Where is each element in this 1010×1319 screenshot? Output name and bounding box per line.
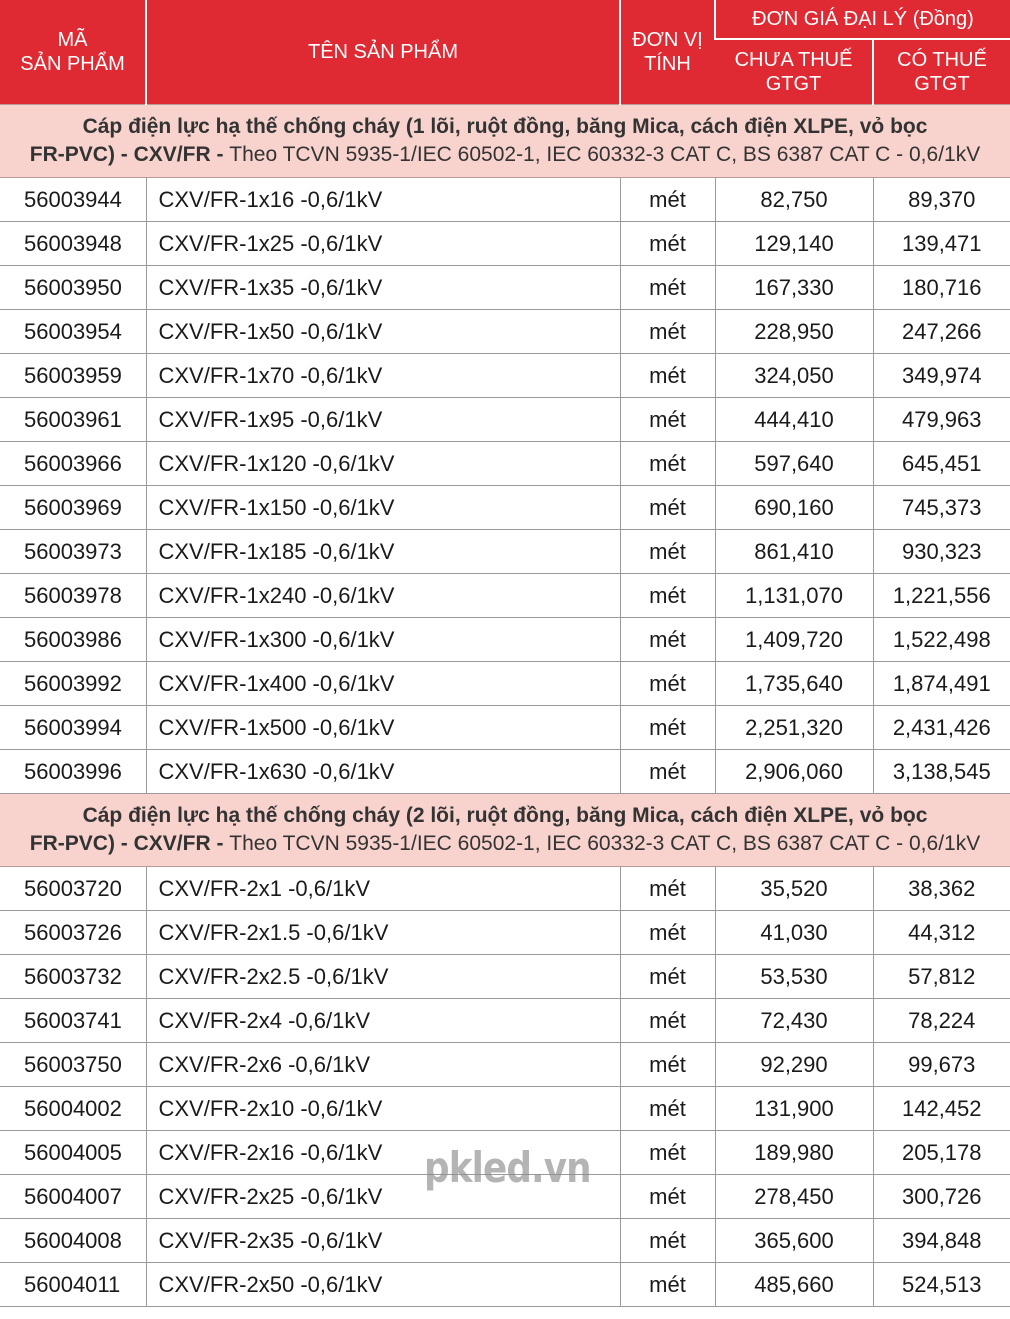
table-row [0,1263,1010,1307]
product-name: CXV/FR-1x300 -0,6/1kV [146,618,620,662]
price-no-tax: 1,409,720 [715,618,873,662]
product-name: CXV/FR-2x16 -0,6/1kV [146,1131,620,1175]
product-code: 56003948 [0,222,146,266]
price-no-tax: 2,251,320 [715,706,873,750]
price-tax: 645,451 [873,442,1010,486]
product-name: CXV/FR-2x6 -0,6/1kV [146,1043,620,1087]
header-unit: ĐƠN VỊ TÍNH [620,0,715,105]
product-code: 56003978 [0,574,146,618]
product-code: 56004005 [0,1131,146,1175]
price-no-tax: 92,290 [715,1043,873,1087]
unit: mét [620,618,715,662]
table-row [0,706,1010,750]
product-code: 56003726 [0,911,146,955]
price-tax: 524,513 [873,1263,1010,1307]
product-name: CXV/FR-1x25 -0,6/1kV [146,222,620,266]
price-tax: 44,312 [873,911,1010,955]
table-row [0,1219,1010,1263]
price-tax: 99,673 [873,1043,1010,1087]
price-tax: 479,963 [873,398,1010,442]
unit: mét [620,574,715,618]
price-tax: 3,138,545 [873,750,1010,794]
unit: mét [620,1131,715,1175]
product-name: CXV/FR-1x240 -0,6/1kV [146,574,620,618]
product-name: CXV/FR-2x4 -0,6/1kV [146,999,620,1043]
table-row [0,398,1010,442]
header-price-tax: CÓ THUẾ GTGT [873,39,1010,105]
unit: mét [620,867,715,911]
product-name: CXV/FR-2x25 -0,6/1kV [146,1175,620,1219]
price-no-tax: 228,950 [715,310,873,354]
table-row [0,266,1010,310]
product-name: CXV/FR-1x70 -0,6/1kV [146,354,620,398]
product-name: CXV/FR-1x16 -0,6/1kV [146,178,620,222]
unit: mét [620,442,715,486]
header-price-no-tax: CHƯA THUẾ GTGT [715,39,873,105]
product-code: 56003969 [0,486,146,530]
product-name: CXV/FR-1x150 -0,6/1kV [146,486,620,530]
price-no-tax: 690,160 [715,486,873,530]
price-no-tax: 444,410 [715,398,873,442]
price-tax: 205,178 [873,1131,1010,1175]
product-name: CXV/FR-1x50 -0,6/1kV [146,310,620,354]
table-row [0,442,1010,486]
price-tax: 38,362 [873,867,1010,911]
table-row [0,530,1010,574]
table-row [0,911,1010,955]
price-tax: 300,726 [873,1175,1010,1219]
price-tax: 180,716 [873,266,1010,310]
product-name: CXV/FR-1x120 -0,6/1kV [146,442,620,486]
unit: mét [620,999,715,1043]
unit: mét [620,266,715,310]
price-no-tax: 72,430 [715,999,873,1043]
price-no-tax: 485,660 [715,1263,873,1307]
product-name: CXV/FR-2x50 -0,6/1kV [146,1263,620,1307]
product-name: CXV/FR-1x400 -0,6/1kV [146,662,620,706]
header-price-group: ĐƠN GIÁ ĐẠI LÝ (Đồng) [715,0,1010,39]
product-code: 56003720 [0,867,146,911]
price-tax: 89,370 [873,178,1010,222]
product-code: 56003741 [0,999,146,1043]
unit: mét [620,530,715,574]
product-name: CXV/FR-1x630 -0,6/1kV [146,750,620,794]
price-tax: 78,224 [873,999,1010,1043]
table-row [0,1043,1010,1087]
unit: mét [620,750,715,794]
unit: mét [620,178,715,222]
product-name: CXV/FR-1x500 -0,6/1kV [146,706,620,750]
table-header [0,0,1010,105]
table-row [0,750,1010,794]
product-code: 56004002 [0,1087,146,1131]
product-code: 56003986 [0,618,146,662]
price-no-tax: 131,900 [715,1087,873,1131]
product-code: 56004007 [0,1175,146,1219]
product-code: 56003973 [0,530,146,574]
product-name: CXV/FR-1x185 -0,6/1kV [146,530,620,574]
table-row [0,867,1010,911]
unit: mét [620,1219,715,1263]
unit: mét [620,1043,715,1087]
price-no-tax: 35,520 [715,867,873,911]
price-tax: 247,266 [873,310,1010,354]
price-no-tax: 1,735,640 [715,662,873,706]
product-name: CXV/FR-2x1.5 -0,6/1kV [146,911,620,955]
product-code: 56003944 [0,178,146,222]
price-tax: 1,522,498 [873,618,1010,662]
price-no-tax: 365,600 [715,1219,873,1263]
table-row [0,662,1010,706]
watermark: pkled.vn [424,1143,591,1192]
product-code: 56003961 [0,398,146,442]
unit: mét [620,662,715,706]
product-code: 56003950 [0,266,146,310]
product-code: 56003966 [0,442,146,486]
product-code: 56003994 [0,706,146,750]
unit: mét [620,1263,715,1307]
price-no-tax: 1,131,070 [715,574,873,618]
table-row [0,1087,1010,1131]
unit: mét [620,1175,715,1219]
section-header [0,105,1010,178]
product-name: CXV/FR-2x2.5 -0,6/1kV [146,955,620,999]
table-row [0,178,1010,222]
price-no-tax: 82,750 [715,178,873,222]
table-row [0,310,1010,354]
unit: mét [620,310,715,354]
product-code: 56003959 [0,354,146,398]
price-tax: 57,812 [873,955,1010,999]
product-code: 56004011 [0,1263,146,1307]
price-tax: 394,848 [873,1219,1010,1263]
unit: mét [620,398,715,442]
price-tax: 1,874,491 [873,662,1010,706]
table-row [0,486,1010,530]
table-row [0,999,1010,1043]
price-no-tax: 861,410 [715,530,873,574]
unit: mét [620,354,715,398]
section-title: Cáp điện lực hạ thế chống cháy (2 lõi, ruột đồng, băng Mica, cách điện XLPE, vỏ bọc FR-PVC) - CXV/FR - Theo TCVN 5935-1/IEC 60502-1, IEC 60332-3 CAT C, BS 6387 CAT C - 0,6/1kV [0,794,1010,867]
table-body [0,105,1010,1307]
product-name: CXV/FR-1x95 -0,6/1kV [146,398,620,442]
header-name: TÊN SẢN PHẨM [146,0,620,105]
price-no-tax: 2,906,060 [715,750,873,794]
price-tax: 930,323 [873,530,1010,574]
product-code: 56003996 [0,750,146,794]
product-code: 56003954 [0,310,146,354]
price-tax: 745,373 [873,486,1010,530]
section-header [0,794,1010,867]
price-no-tax: 189,980 [715,1131,873,1175]
header-code: MÃ SẢN PHẨM [0,0,146,105]
product-name: CXV/FR-2x1 -0,6/1kV [146,867,620,911]
price-tax: 139,471 [873,222,1010,266]
table-row [0,955,1010,999]
unit: mét [620,486,715,530]
price-no-tax: 324,050 [715,354,873,398]
price-tax: 142,452 [873,1087,1010,1131]
product-name: CXV/FR-2x35 -0,6/1kV [146,1219,620,1263]
price-tax: 349,974 [873,354,1010,398]
product-code: 56004008 [0,1219,146,1263]
product-code: 56003732 [0,955,146,999]
table-row [0,222,1010,266]
product-name: CXV/FR-2x10 -0,6/1kV [146,1087,620,1131]
table-row [0,354,1010,398]
unit: mét [620,955,715,999]
price-no-tax: 278,450 [715,1175,873,1219]
unit: mét [620,706,715,750]
section-title: Cáp điện lực hạ thế chống cháy (1 lõi, ruột đồng, băng Mica, cách điện XLPE, vỏ bọc FR-PVC) - CXV/FR - Theo TCVN 5935-1/IEC 60502-1, IEC 60332-3 CAT C, BS 6387 CAT C - 0,6/1kV [0,105,1010,178]
product-code: 56003992 [0,662,146,706]
unit: mét [620,1087,715,1131]
table-row [0,618,1010,662]
unit: mét [620,222,715,266]
unit: mét [620,911,715,955]
product-name: CXV/FR-1x35 -0,6/1kV [146,266,620,310]
price-no-tax: 41,030 [715,911,873,955]
price-no-tax: 129,140 [715,222,873,266]
table-row [0,574,1010,618]
price-tax: 2,431,426 [873,706,1010,750]
price-no-tax: 597,640 [715,442,873,486]
product-code: 56003750 [0,1043,146,1087]
price-tax: 1,221,556 [873,574,1010,618]
price-no-tax: 167,330 [715,266,873,310]
price-no-tax: 53,530 [715,955,873,999]
